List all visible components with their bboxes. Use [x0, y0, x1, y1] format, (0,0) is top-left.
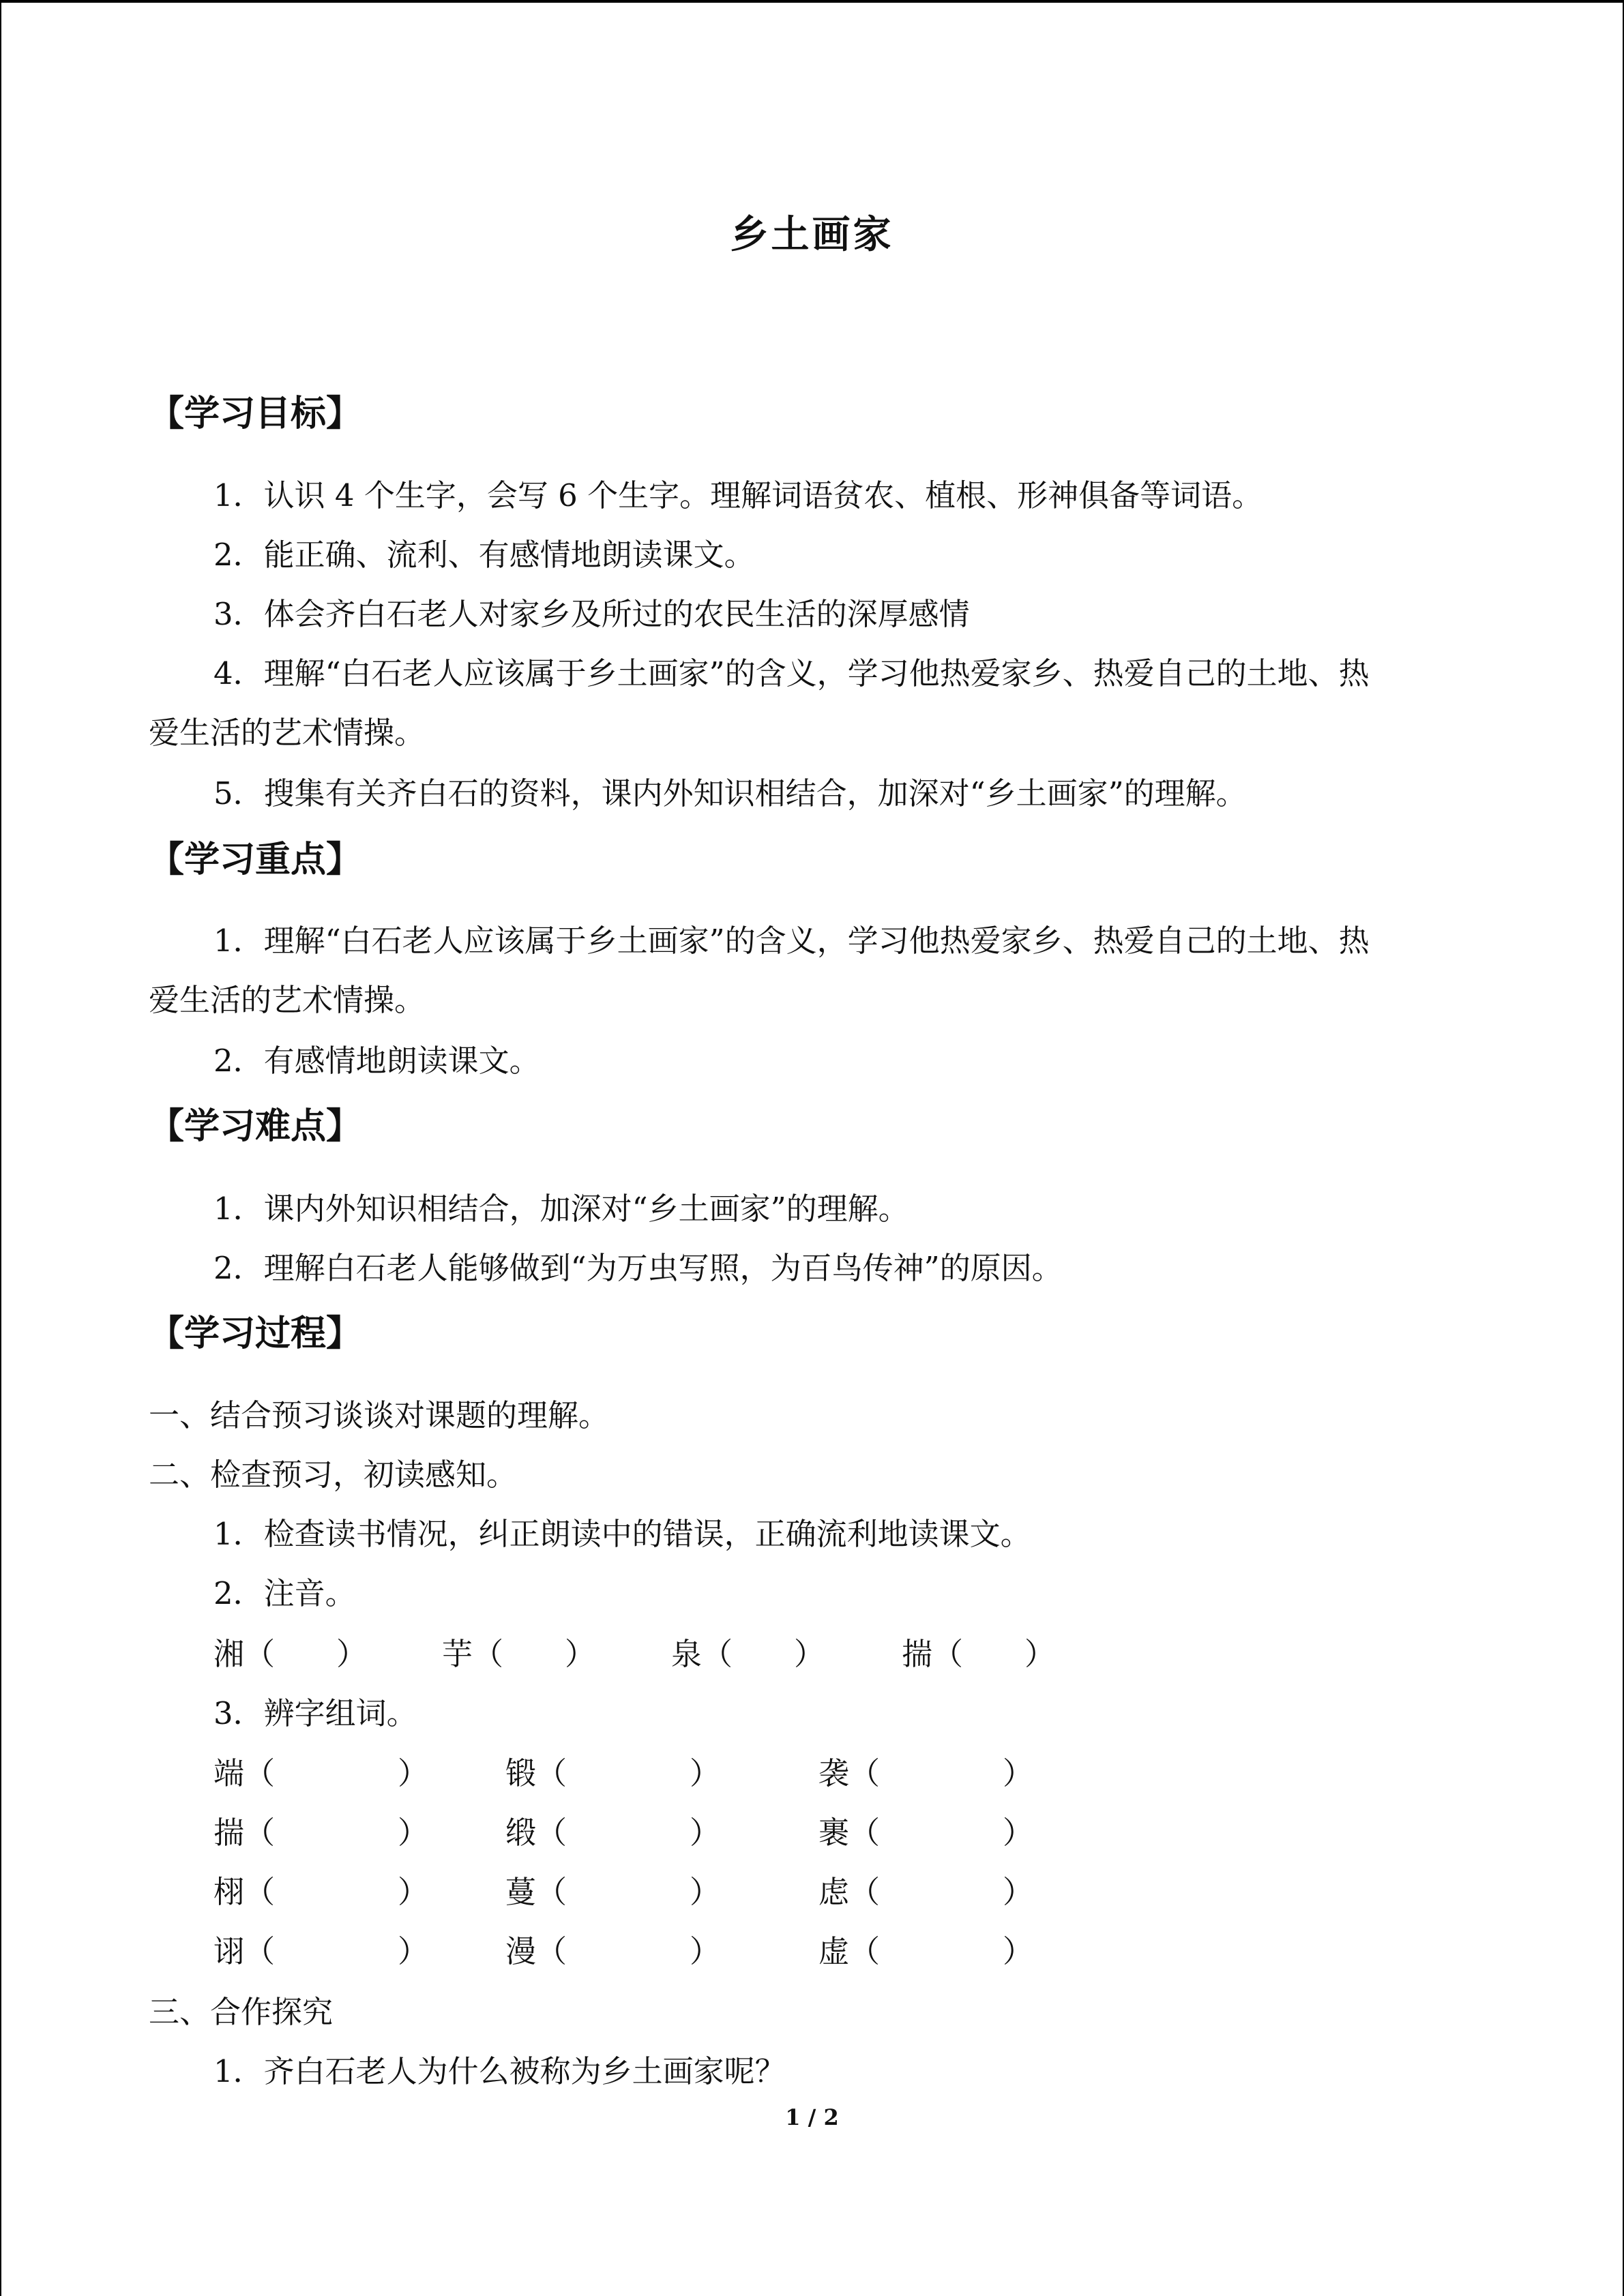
word-group-cell: 袭（ ） — [818, 1755, 1034, 1791]
word-group-cell: 虑（ ） — [818, 1874, 1034, 1910]
process-part-3-item-1: 1．齐白石老人为什么被称为乡土画家呢？ — [213, 2053, 786, 2089]
process-part-3: 三、合作探究 — [149, 1994, 334, 2030]
process-part-2: 二、检查预习，初读感知。 — [149, 1457, 518, 1493]
key-point-item-continued: 爱生活的艺术情操。 — [149, 982, 426, 1018]
process-part-2-item-2: 2．注音。 — [213, 1575, 356, 1611]
word-group-cell: 漫（ ） — [505, 1933, 721, 1969]
difficulty-item: 2．理解白石老人能够做到“为万虫写照，为百鸟传神”的原因。 — [213, 1250, 1063, 1286]
key-point-item: 1．理解“白石老人应该属于乡土画家”的含义，学习他热爱家乡、热爱自己的土地、热 — [213, 923, 1370, 959]
word-group-cell: 裹（ ） — [818, 1815, 1034, 1851]
word-group-cell: 缎（ ） — [505, 1815, 721, 1851]
pinyin-word: 揣（ ） — [902, 1636, 1056, 1672]
page-title: 乡土画家 — [730, 213, 894, 257]
pinyin-word: 芋（ ） — [442, 1636, 596, 1672]
key-point-item: 2．有感情地朗读课文。 — [213, 1043, 540, 1079]
pinyin-word: 湘（ ） — [213, 1636, 368, 1672]
objective-item: 3．体会齐白石老人对家乡及所过的农民生活的深厚感情 — [213, 596, 970, 632]
objectives-heading: 【学习目标】 — [149, 393, 362, 434]
process-heading: 【学习过程】 — [149, 1313, 362, 1354]
page-number: 1 / 2 — [785, 2104, 839, 2130]
objective-item: 2．能正确、流利、有感情地朗读课文。 — [213, 537, 755, 573]
process-part-2-item-1: 1．检查读书情况，纠正朗读中的错误，正确流利地读课文。 — [213, 1516, 1031, 1552]
process-part-2-item-3: 3．辨字组词。 — [213, 1695, 417, 1731]
key-points-heading: 【学习重点】 — [149, 839, 362, 880]
word-group-cell: 锻（ ） — [505, 1755, 721, 1791]
word-group-cell: 诩（ ） — [213, 1933, 429, 1969]
word-group-cell: 虚（ ） — [818, 1933, 1034, 1969]
word-group-cell: 揣（ ） — [213, 1815, 429, 1851]
objective-item-continued: 爱生活的艺术情操。 — [149, 715, 426, 751]
pinyin-word: 泉（ ） — [671, 1636, 825, 1672]
word-group-cell: 端（ ） — [213, 1755, 429, 1791]
objective-item: 1．认识 4 个生字，会写 6 个生字。理解词语贫农、植根、形神俱备等词语。 — [213, 477, 1263, 513]
difficulty-item: 1．课内外知识相结合，加深对“乡土画家”的理解。 — [213, 1191, 909, 1227]
process-part-1: 一、结合预习谈谈对课题的理解。 — [149, 1397, 610, 1433]
objective-item: 5．搜集有关齐白石的资料，课内外知识相结合，加深对“乡土画家”的理解。 — [213, 775, 1247, 811]
objective-item: 4．理解“白石老人应该属于乡土画家”的含义，学习他热爱家乡、热爱自己的土地、热 — [213, 655, 1370, 691]
difficulties-heading: 【学习难点】 — [149, 1106, 362, 1147]
word-group-cell: 栩（ ） — [213, 1874, 429, 1910]
word-group-cell: 蔓（ ） — [505, 1874, 721, 1910]
